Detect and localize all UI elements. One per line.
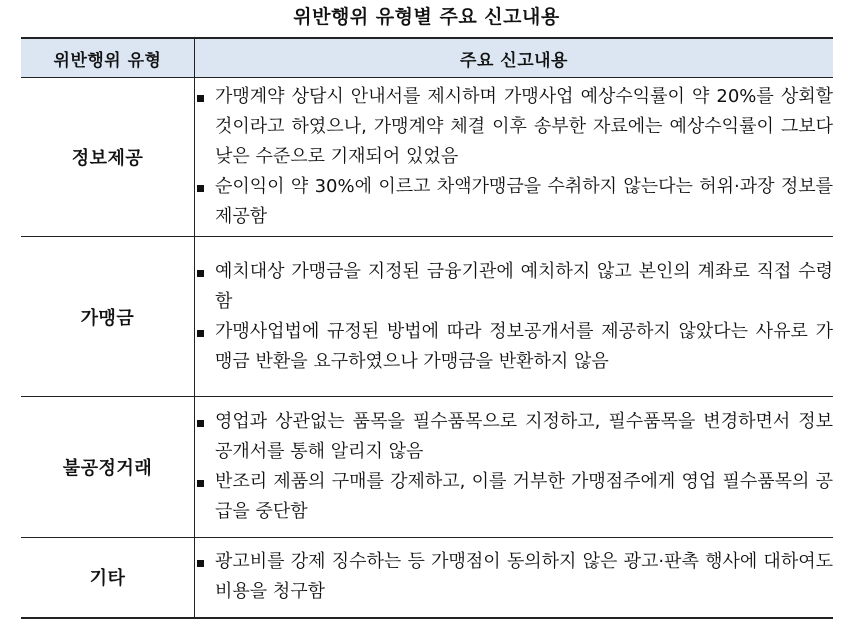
report-item-list [195, 82, 833, 232]
report-item-list [195, 407, 833, 527]
report-content-cell [195, 78, 834, 237]
list-item-text: 광고비를 강제 징수하는 등 가맹점이 동의하지 않은 광고·판촉 행사에 대하여도 비용을 청구함 [215, 551, 833, 603]
square-bullet-icon [197, 480, 204, 487]
list-item [195, 317, 833, 377]
list-item-text: 순이익이 약 30%에 이르고 차액가맹금을 수취하지 않는다는 허위·과장 정보를 제공함 [215, 176, 833, 227]
list-item-text: 예치대상 가맹금을 지정된 금융기관에 예치하지 않고 본인의 계좌로 직접 수령함 [215, 260, 833, 312]
square-bullet-icon [197, 270, 204, 277]
report-content-cell [195, 397, 834, 538]
table-row [21, 397, 833, 538]
list-item-text: 반조리 제품의 구매를 강제하고, 이를 거부한 가맹점주에게 영업 필수품목의 공급을 중단함 [215, 471, 833, 522]
square-bullet-icon [197, 420, 204, 427]
list-item [195, 257, 833, 317]
violation-type-cell: 가맹금 [21, 237, 195, 397]
violation-type-cell: 기타 [21, 538, 195, 618]
violation-report-table [21, 37, 833, 619]
list-item-text: 가맹사업법에 규정된 방법에 따라 정보공개서를 제공하지 않았다는 사유로 가맹금 반환을 요구하였으나 가맹금을 반환하지 않음 [215, 320, 833, 372]
header-report-content: 주요 신고내용 [195, 38, 834, 78]
table-row [21, 538, 833, 618]
list-item [195, 467, 833, 527]
document-title: 위반행위 유형별 주요 신고내용 [293, 6, 560, 28]
violation-type-cell: 정보제공 [21, 78, 195, 237]
list-item [195, 547, 833, 607]
violation-type-cell: 불공정거래 [21, 397, 195, 538]
square-bullet-icon [197, 95, 204, 102]
list-item [195, 407, 833, 467]
table-header-row [21, 38, 833, 78]
list-item-text: 영업과 상관없는 품목을 필수품목으로 지정하고, 필수품목을 변경하면서 정보공개서를 통해 알리지 않음 [215, 411, 833, 462]
report-item-list [195, 257, 833, 377]
report-content-cell [195, 538, 834, 618]
header-violation-type: 위반행위 유형 [21, 38, 195, 78]
square-bullet-icon [197, 560, 204, 567]
list-item [195, 82, 833, 172]
list-item-text: 가맹계약 상담시 안내서를 제시하며 가맹사업 예상수익률이 약 20%를 상회할 것이라고 하였으나, 가맹계약 체결 이후 송부한 자료에는 예상수익률이 그보다 낮은 수준으로 기재되어 있었음 [215, 86, 833, 167]
table-row [21, 78, 833, 237]
report-item-list [195, 547, 833, 607]
list-item [195, 172, 833, 232]
table-row [21, 237, 833, 397]
square-bullet-icon [197, 330, 204, 337]
report-content-cell [195, 237, 834, 397]
square-bullet-icon [197, 185, 204, 192]
